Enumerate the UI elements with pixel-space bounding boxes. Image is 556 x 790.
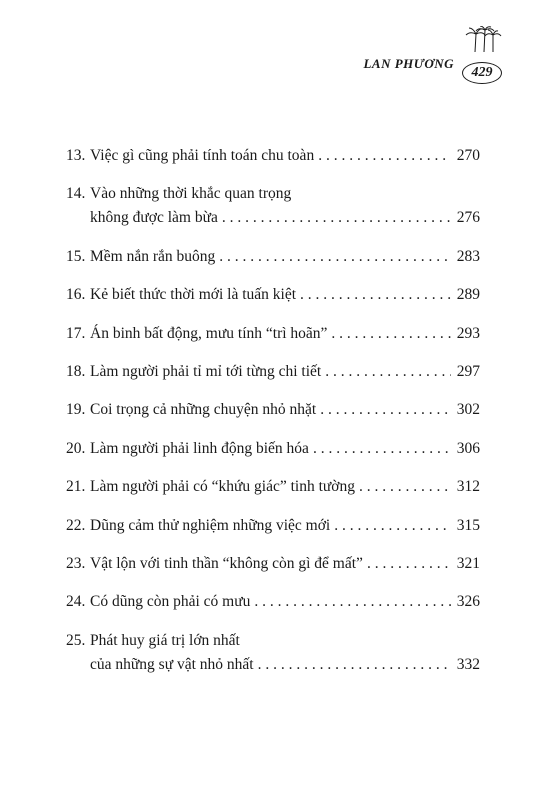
toc-page-number: 306 (456, 439, 480, 457)
toc-entry (66, 478, 480, 504)
toc-number: 25. (66, 631, 86, 649)
toc-number: 18. (66, 362, 86, 380)
dot-leader (254, 593, 450, 611)
toc-entry (66, 593, 480, 619)
dot-leader (313, 440, 451, 458)
toc-title: Vào những thời khắc quan trọng (90, 185, 292, 203)
dot-leader (222, 209, 451, 227)
toc-page-number: 332 (456, 655, 480, 673)
dot-leader (219, 248, 450, 266)
toc-title-continued: của những sự vật nhỏ nhất (90, 655, 254, 673)
toc-number: 20. (66, 439, 86, 457)
dot-leader (258, 656, 451, 674)
toc-number: 14. (66, 185, 86, 203)
toc-number: 22. (66, 516, 86, 534)
toc-title: Làm người phải tỉ mỉ tới từng chi tiết (90, 362, 322, 380)
toc-title: Dũng cảm thử nghiệm những việc mới (90, 516, 331, 534)
dot-leader (367, 555, 451, 573)
palm-trees-icon (464, 26, 502, 52)
page-number: 429 (462, 62, 502, 84)
toc-number: 24. (66, 593, 86, 611)
toc-page-number: 315 (456, 516, 480, 534)
toc-entry (66, 555, 480, 581)
toc-title: Có dũng còn phải có mưu (90, 593, 251, 611)
toc-entry (66, 440, 480, 466)
toc-number: 21. (66, 478, 86, 496)
toc-page-number: 270 (456, 147, 480, 164)
toc-entry (66, 185, 480, 235)
toc-entry (66, 325, 480, 351)
dot-leader (331, 325, 450, 343)
toc-number: 17. (66, 324, 86, 342)
toc-title: Vật lộn với tinh thần “không còn gì để mất” (90, 554, 363, 572)
toc-entry (66, 363, 480, 389)
toc-title: Phát huy giá trị lớn nhất (90, 631, 240, 649)
toc-page-number: 326 (456, 593, 480, 611)
dot-leader (300, 286, 451, 304)
toc-entry (66, 248, 480, 274)
toc-number: 16. (66, 286, 86, 304)
toc-number: 15. (66, 247, 86, 265)
toc-title: Án binh bất động, mưu tính “trì hoãn” (90, 324, 328, 342)
toc-number: 23. (66, 554, 86, 572)
page-header (363, 44, 504, 84)
dot-leader (320, 401, 451, 419)
dot-leader (359, 478, 451, 496)
dot-leader (325, 363, 451, 381)
table-of-contents (66, 147, 480, 694)
toc-title: Coi trọng cả những chuyện nhỏ nhặt (90, 401, 317, 419)
dot-leader (318, 147, 451, 165)
running-head-author: LAN PHƯƠNG (363, 56, 454, 71)
toc-title: Làm người phải linh động biến hóa (90, 439, 309, 457)
toc-page-number: 312 (456, 478, 480, 496)
dot-leader (334, 517, 451, 535)
toc-page-number: 302 (456, 401, 480, 419)
toc-title: Mềm nắn rắn buông (90, 247, 216, 265)
toc-entry (66, 286, 480, 312)
toc-page-number: 293 (456, 324, 480, 342)
page-number-badge (462, 44, 504, 84)
toc-entry (66, 401, 480, 427)
toc-title: Kẻ biết thức thời mới là tuấn kiệt (90, 286, 297, 304)
toc-title: Việc gì cũng phải tính toán chu toàn (90, 147, 315, 164)
toc-number: 13. (66, 147, 86, 164)
toc-page-number: 297 (456, 362, 480, 380)
toc-entry (66, 517, 480, 543)
toc-title-continued: không được làm bừa (90, 209, 218, 227)
toc-entry (66, 632, 480, 682)
toc-page-number: 283 (456, 247, 480, 265)
toc-entry (66, 147, 480, 173)
toc-page-number: 276 (456, 209, 480, 227)
toc-page-number: 321 (456, 554, 480, 572)
toc-number: 19. (66, 401, 86, 419)
toc-title: Làm người phải có “khứu giác” tinh tường (90, 478, 355, 496)
toc-page-number: 289 (456, 286, 480, 304)
